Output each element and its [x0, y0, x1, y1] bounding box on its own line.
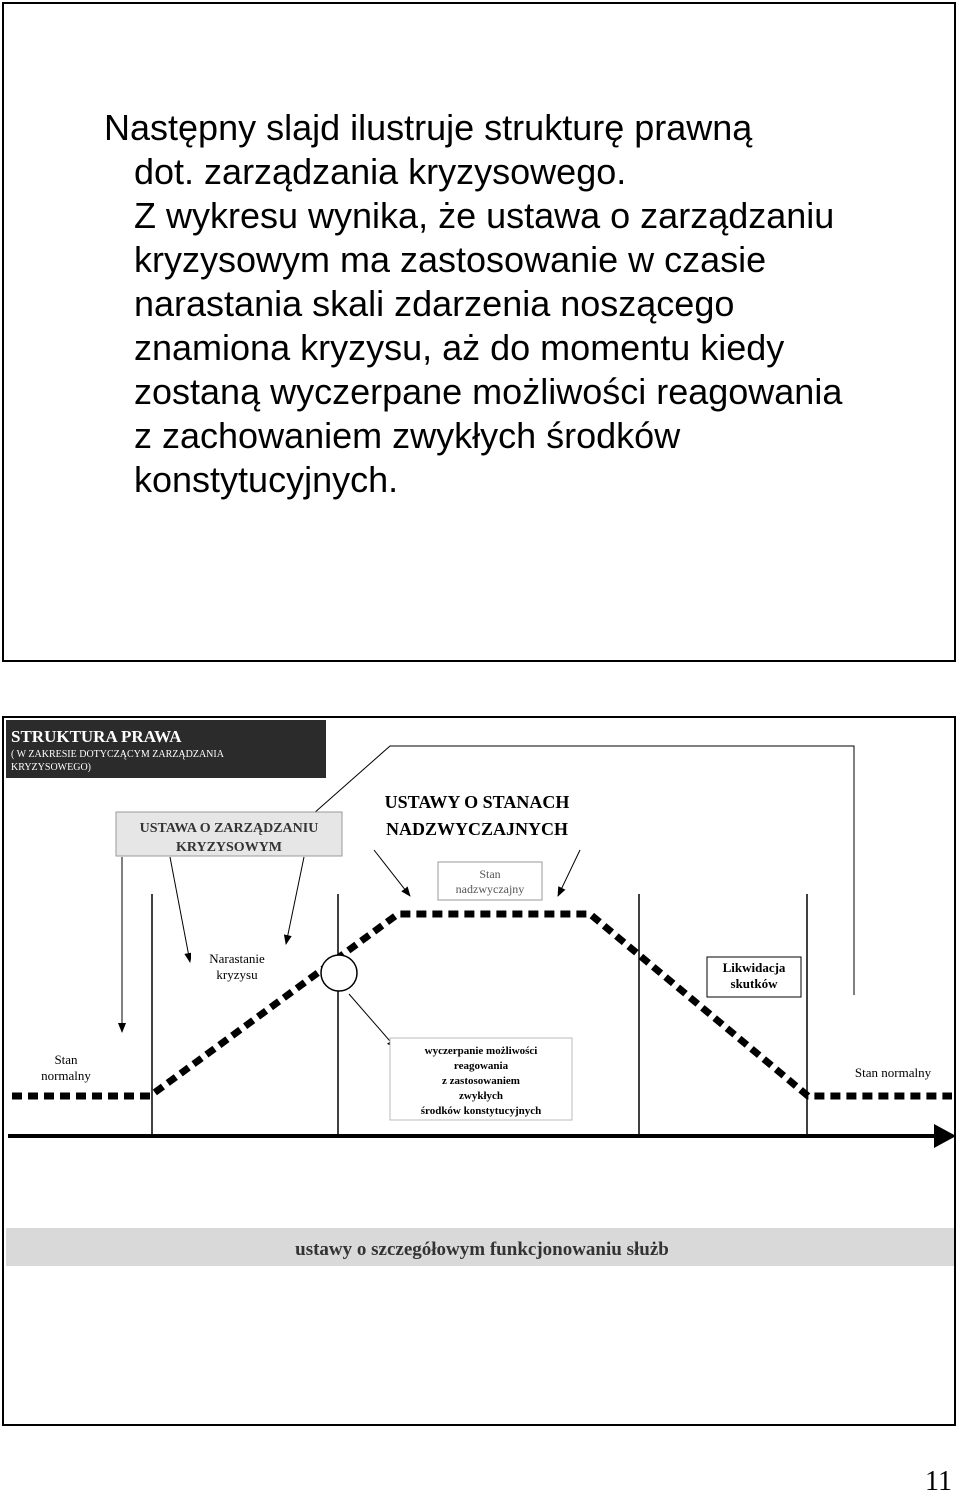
- services-banner-label: ustawy o szczegółowym funkcjonowaniu służb: [295, 1239, 669, 1260]
- normal-state-left: normalny: [41, 1068, 91, 1083]
- note-line: dot. zarządzania kryzysowego.: [134, 151, 627, 192]
- diagram-title: STRUKTURA PRAWA: [11, 727, 182, 746]
- emergency-acts-label: NADZWYCZAJNYCH: [385, 819, 569, 839]
- note-line: z zachowaniem zwykłych środków: [134, 415, 681, 456]
- note-line: kryzysowym ma zastosowanie w czasie: [134, 239, 767, 280]
- exhaustion-label: zwykłych: [459, 1090, 503, 1102]
- crisis-act-arrow-right: [286, 857, 304, 944]
- note-line: Z wykresu wynika, że ustawa o zarządzaniu: [134, 195, 835, 236]
- normal-state-right: Stan normalny: [854, 1065, 932, 1080]
- note-line: zostaną wyczerpane możliwości reagowania: [134, 371, 843, 412]
- emergency-state-label: Stan: [479, 867, 501, 881]
- note-line: znamiona kryzysu, aż do momentu kiedy: [134, 327, 785, 368]
- crisis-act-label: USTAWA O ZARZĄDZANIU: [139, 821, 319, 836]
- legal-structure-diagram: [4, 718, 954, 1424]
- escalation-label: Narastanie: [209, 951, 265, 966]
- exhaustion-label: z zastosowaniem: [442, 1075, 520, 1087]
- exhaustion-label: środków konstytucyjnych: [420, 1105, 542, 1117]
- crisis-act-arrow-mid: [170, 857, 190, 962]
- time-axis-arrowhead: [934, 1124, 954, 1148]
- recovery-label: Likwidacja: [722, 960, 786, 975]
- exhaustion-label: reagowania: [453, 1060, 509, 1072]
- emergency-acts-arrow-right: [558, 850, 580, 896]
- emergency-acts-arrow-left: [374, 850, 410, 896]
- note-line: konstytucyjnych.: [134, 459, 399, 500]
- recovery-label: skutków: [730, 976, 778, 991]
- diagram-subtitle: KRYZYSOWEGO): [11, 762, 91, 773]
- threshold-circle: [321, 955, 357, 991]
- exhaustion-label: wyczerpanie możliwości: [424, 1045, 538, 1057]
- note-line: narastania skali zdarzenia noszącego: [134, 283, 735, 324]
- note-text: [104, 106, 904, 502]
- threshold-arrow: [349, 994, 396, 1048]
- emergency-acts-label: USTAWY O STANACH: [384, 792, 570, 812]
- note-line: Następny slajd ilustruje strukturę prawną: [104, 107, 753, 148]
- diagram-slide: [2, 716, 956, 1426]
- normal-state-left: Stan: [54, 1052, 78, 1067]
- emergency-state-label: nadzwyczajny: [455, 882, 525, 896]
- page-number: 11: [925, 1466, 952, 1497]
- crisis-act-label: KRYZYSOWYM: [175, 840, 283, 855]
- diagram-subtitle: ( W ZAKRESIE DOTYCZĄCYM ZARZĄDZANIA: [11, 749, 224, 760]
- escalation-label: kryzysu: [216, 967, 258, 982]
